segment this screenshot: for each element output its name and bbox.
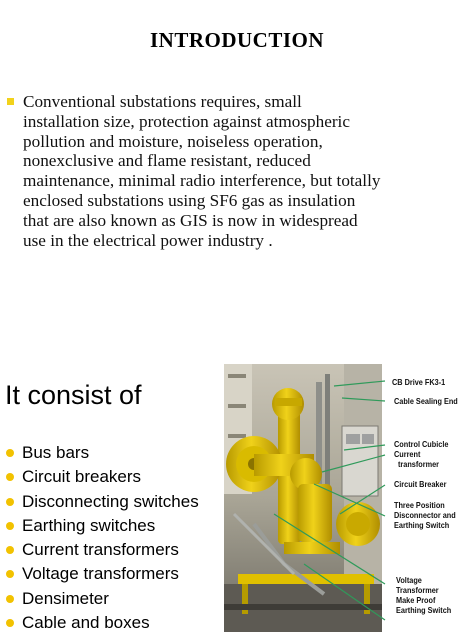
photo-label: Current: [394, 449, 421, 459]
photo-label: Disconnector and: [394, 510, 456, 520]
photo-label: Voltage: [396, 575, 422, 585]
list-item-label: Circuit breakers: [22, 467, 142, 487]
list-item-label: Densimeter: [22, 588, 109, 608]
bullet-dot-icon: [6, 546, 14, 554]
photo-label: transformer: [398, 459, 440, 469]
photo-label: Transformer: [396, 585, 439, 595]
bullet-dot-icon: [6, 595, 14, 603]
intro-line: Conventional substations requires, small: [23, 92, 302, 111]
consist-heading: It consist of: [5, 380, 142, 410]
intro-line: nonexclusive and flame resistant, reduced: [23, 151, 311, 171]
intro-line: enclosed substations using SF6 gas as insulation: [23, 190, 356, 210]
list-item-label: Cable and boxes: [22, 613, 150, 633]
list-item-label: Earthing switches: [22, 515, 156, 535]
list-item: [6, 611, 199, 635]
list-item: [6, 441, 199, 465]
intro-line: pollution and moisture, noiseless operation,: [23, 131, 323, 151]
bullet-dot-icon: [6, 473, 14, 481]
list-item-label: Voltage transformers: [22, 564, 179, 584]
component-list: [6, 441, 199, 635]
photo-label: Make Proof: [396, 595, 436, 605]
photo-label: Circuit Breaker: [394, 479, 447, 489]
list-item-label: Bus bars: [22, 443, 90, 462]
list-item: [6, 587, 199, 611]
photo-label: Earthing Switch: [396, 605, 452, 615]
list-item: [6, 538, 199, 562]
gis-equipment-photo: [224, 364, 382, 632]
bullet-dot-icon: [6, 449, 14, 457]
slide-title: INTRODUCTION: [149, 28, 325, 52]
intro-line: installation size, protection against atmospheric: [23, 111, 350, 131]
photo-label: Control Cubicle: [394, 439, 449, 449]
list-item: [6, 465, 199, 489]
bullet-dot-icon: [6, 619, 14, 627]
bullet-dot-icon: [6, 522, 14, 530]
photo-label: Cable Sealing End: [394, 396, 458, 406]
list-item-label: Disconnecting switches: [22, 491, 199, 511]
intro-line: maintenance, minimal radio interference, but totally: [23, 171, 381, 191]
intro-paragraph: [23, 92, 463, 250]
photo-label: Three Position: [394, 500, 445, 510]
list-item: [6, 514, 199, 538]
intro-line: use in the electrical power industry .: [23, 230, 273, 250]
intro-line: that are also known as GIS is now in widespread: [23, 210, 358, 230]
bullet-dot-icon: [6, 498, 14, 506]
list-item-label: Current transformers: [22, 540, 179, 560]
list-item: [6, 562, 199, 586]
photo-labels: [384, 364, 474, 632]
bullet-dot-icon: [6, 570, 14, 578]
list-item: [6, 490, 199, 514]
bullet-square-icon: [7, 98, 14, 105]
photo-label: CB Drive FK3-1: [392, 377, 446, 387]
photo-label: Earthing Switch: [394, 520, 450, 530]
